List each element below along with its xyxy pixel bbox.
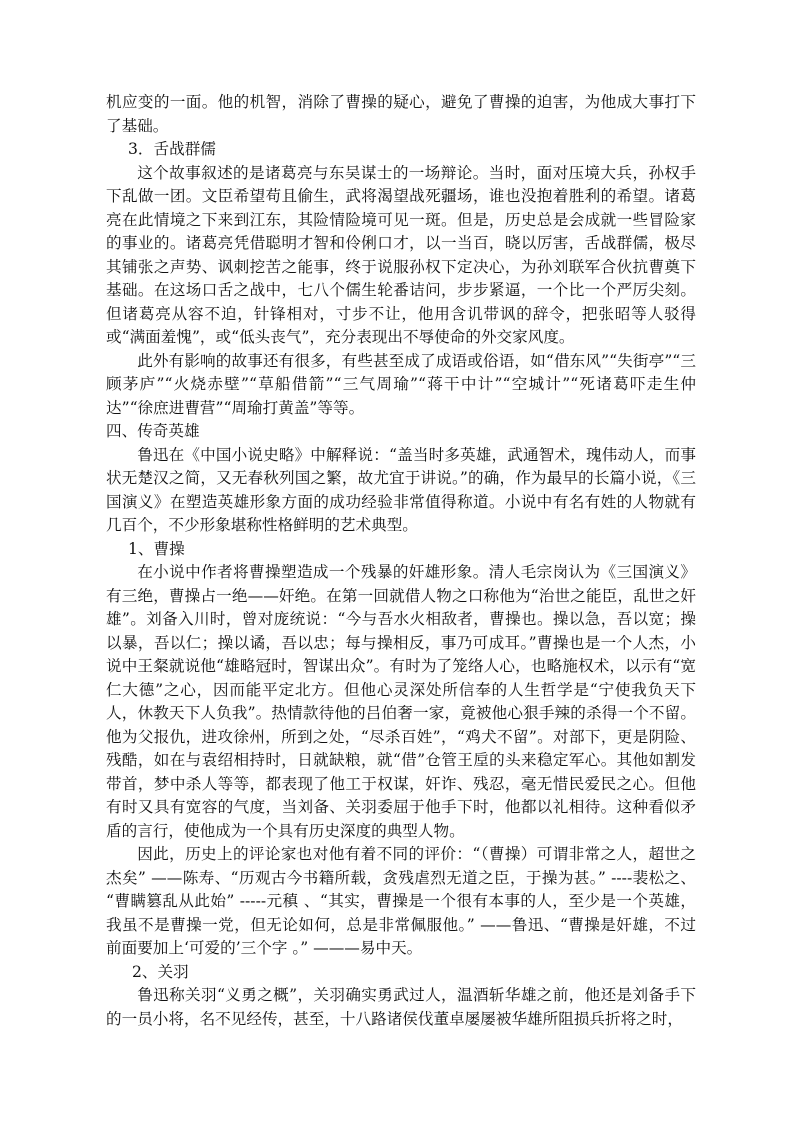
paragraph-debate: 这个故事叙述的是诸葛亮与东吴谋士的一场辩论。当时，面对压境大兵，孙权手下乱做一团。文臣希望苟且偷生，武将渴望战死疆场，谁也没抱着胜利的希望。诸葛亮在此情境之下来到江东，其险情险境可见一斑。但是，历史总是会成就一些冒险家的事业的。诸葛亮凭借聪明才智和伶俐口才，以一当百，晓以厉害，舌战群儒，极尽其铺张之声势、讽刺挖苦之能事，终于说服孙权下定决心，为孙刘联军合伙抗曹奠下基础。在这场口舌之战中，七八个儒生轮番诘问，步步紧逼，一个比一个严厉尖刻。但诸葛亮从容不迫，针锋相对，寸步不让，他用含讥带讽的辞令，把张昭等人驳得或“满面羞愧”，或“低头丧气”，充分表现出不辱使命的外交家风度。 xyxy=(106,163,696,346)
section-heading-heroes: 四、传奇英雄 xyxy=(106,422,200,440)
paragraph-continuation: 机应变的一面。他的机智，消除了曹操的疑心，避免了曹操的迫害，为他成大事打下了基础。 xyxy=(106,93,696,135)
section-heading-caocao: 1、曹操 xyxy=(128,539,185,558)
paragraph-caocao: 在小说中作者将曹操塑造成一个残暴的奸雄形象。清人毛宗岗认为《三国演义》有三绝，曹操占一绝——奸绝。在第一回就借人物之口称他为“治世之能臣，乱世之奸雄”。刘备入川时，曾对庞统说：“今与吾水火相敌者，曹操也。操以急，吾以宽；操以暴，吾以仁；操以谲，吾以忠；每与操相反，事乃可成耳。”曹操也是一个人杰，小说中王粲就说他“雄略冠时，智谋出众”。有时为了笼络人心，也略施权术，以示有“宽仁大德”之心，因而能平定北方。但他心灵深处所信奉的人生哲学是“宁使我负天下人，休教天下人负我”。热情款待他的吕伯奢一家，竟被他心狠手辣的杀得一个不留。他为父报仇，进攻徐州，所到之处，“尽杀百姓”，“鸡犬不留”。对部下，更是阴险、残酷，如在与袁绍相持时，日就缺粮，就“借”仓管王垕的头来稳定军心。其他如割发带首，梦中杀人等等，都表现了他工于权谋，奸诈、残忍，毫无惜民爱民之心。但他有时又具有宽容的气度，当刘备、关羽委屈于他手下时，他都以礼相待。这种看似矛盾的言行，使他成为一个具有历史深度的典型人物。 xyxy=(106,563,696,840)
paragraph-caocao-evaluations: 因此，历史上的评论家也对他有着不同的评价：“（曹操）可谓非常之人，超世之杰矣” ——陈寿、“历观古今书籍所载，贪残虐烈无道之臣，于操为甚。” ----裴松之、 “曹瞒篡乱从此始” -----元稹 、“其实，曹操是一个很有本事的人，至少是一个英雄，我虽不是曹操一党，但无论如何，总是非常佩服他。” ——鲁迅、“曹操是奸雄，不过前面要加上‘可爱的’三个字 。” ———易中天。 xyxy=(106,845,696,957)
paragraph-other-stories: 此外有影响的故事还有很多，有些甚至成了成语或俗语，如“借东风”“失街亭”“三顾茅庐”“火烧赤壁”“草船借箭”“三气周瑜”“蒋干中计”“空城计”“死诸葛吓走生仲达”“徐庶进曹营”“周瑜打黄盖”等等。 xyxy=(106,351,696,417)
section-heading-debate: 3．舌战群儒 xyxy=(128,140,216,158)
section-heading-guanyu: 2、关羽 xyxy=(132,962,189,981)
document-page xyxy=(106,91,696,1031)
paragraph-guanyu: 鲁迅称关羽“义勇之概”，关羽确实勇武过人，温酒斩华雄之前，他还是刘备手下的一员小将，名不见经传，甚至，十八路诸侯伐董卓屡屡被华雄所阻损兵折将之时， xyxy=(106,986,696,1028)
paragraph-heroes-intro: 鲁迅在《中国小说史略》中解释说：“盖当时多英雄，武通智术，瑰伟动人，而事状无楚汉之简，又无春秋列国之繁，故尤宜于讲说。”的确，作为最早的长篇小说，《三国演义》在塑造英雄形象方面的成功经验非常值得称道。小说中有名有姓的人物就有几百个，不少形象堪称性格鲜明的艺术典型。 xyxy=(106,445,696,534)
